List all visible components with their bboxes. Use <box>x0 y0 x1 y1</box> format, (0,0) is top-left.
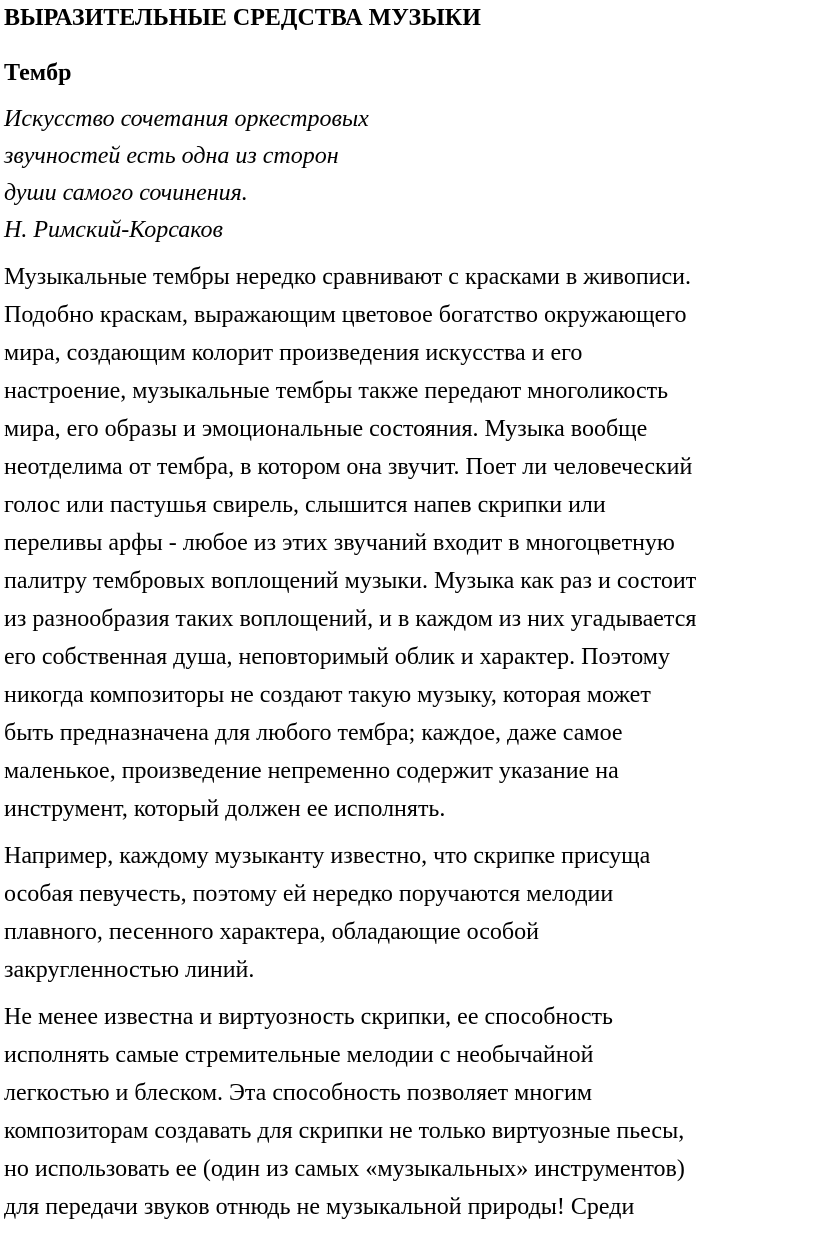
text-line: никогда композиторы не создают такую музыку, которая может <box>4 682 651 708</box>
text-line: легкостью и блеском. Эта способность позволяет многим <box>4 1080 593 1106</box>
epigraph-line: звучностей есть одна из сторон <box>4 143 339 169</box>
text-line: закругленностью линий. <box>4 957 255 983</box>
text-line: инструмент, который должен ее исполнять. <box>4 796 446 822</box>
text-line: но использовать ее (один из самых «музыкальных» инструментов) <box>4 1156 685 1182</box>
text-line: переливы арфы - любое из этих звучаний входит в многоцветную <box>4 530 675 556</box>
epigraph-line: души самого сочинения. <box>4 180 248 206</box>
text-line: Подобно краскам, выражающим цветовое богатство окружающего <box>4 302 687 328</box>
text-line: для передачи звуков отнюдь не музыкальной природы! Среди <box>4 1194 635 1220</box>
text-line: Музыкальные тембры нередко сравнивают с красками в живописи. <box>4 264 691 290</box>
text-line: мира, его образы и эмоциональные состояния. Музыка вообще <box>4 416 648 442</box>
text-line: особая певучесть, поэтому ей нередко поручаются мелодии <box>4 881 614 907</box>
text-line: его собственная душа, неповторимый облик и характер. Поэтому <box>4 644 670 670</box>
text-line: из разнообразия таких воплощений, и в каждом из них угадывается <box>4 606 697 632</box>
document-title: ВЫРАЗИТЕЛЬНЫЕ СРЕДСТВА МУЗЫКИ <box>4 5 481 31</box>
text-line: мира, создающим колорит произведения искусства и его <box>4 340 583 366</box>
epigraph-line: Искусство сочетания оркестровых <box>4 106 369 132</box>
text-line: плавного, песенного характера, обладающие особой <box>4 919 539 945</box>
epigraph-author: Н. Римский-Корсаков <box>4 217 223 243</box>
text-line: маленькое, произведение непременно содержит указание на <box>4 758 619 784</box>
text-line: палитру тембровых воплощений музыки. Музыка как раз и состоит <box>4 568 697 594</box>
text-line: настроение, музыкальные тембры также передают многоликость <box>4 378 669 404</box>
paragraph-3 <box>4 998 812 1226</box>
text-line: голос или пастушья свирель, слышится напев скрипки или <box>4 492 606 518</box>
text-line: быть предназначена для любого тембра; каждое, даже самое <box>4 720 623 746</box>
section-heading: Тембр <box>4 60 72 86</box>
text-line: исполнять самые стремительные мелодии с необычайной <box>4 1042 594 1068</box>
text-line: Не менее известна и виртуозность скрипки, ее способность <box>4 1004 613 1030</box>
paragraph-1 <box>4 258 812 828</box>
text-line: композиторам создавать для скрипки не только виртуозные пьесы, <box>4 1118 685 1144</box>
text-line: неотделима от тембра, в котором она звучит. Поет ли человеческий <box>4 454 693 480</box>
text-line: Например, каждому музыканту известно, что скрипке присуща <box>4 843 651 869</box>
paragraph-2 <box>4 837 812 989</box>
epigraph <box>4 101 812 249</box>
